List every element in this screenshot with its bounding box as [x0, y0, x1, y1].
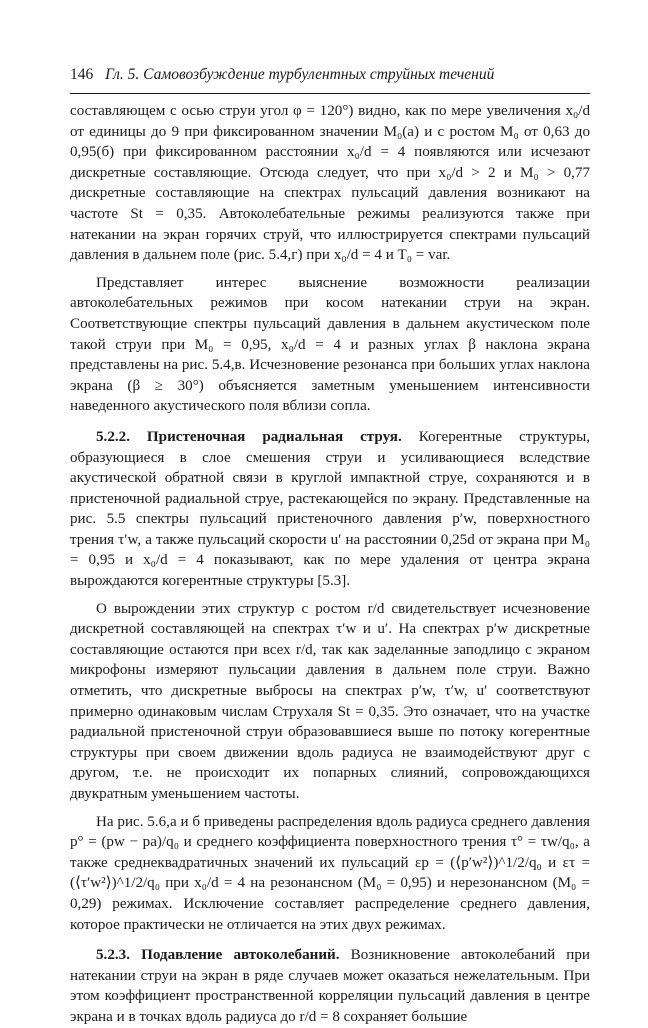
paragraph	[70, 812, 590, 936]
chapter-title: Гл. 5. Самовозбуждение турбулентных струйных течений	[105, 66, 495, 83]
paragraph-text: О вырождении этих структур с ростом r/d свидетельствует исчезновение дискретной составляющей на спектрах τ′w и u′. На спектрах p′w дискретные составляющие остаются при всех r/d, так как заделанные заподлицо с экраном микрофоны измеряют пульсации давления в дальнем поле струи. Важно отметить, что дискретные выбросы на спектрах p′w, τ′w, u′ соответствуют примерно одинаковым числам Струхаля St = 0,35. Это означает, что на участке радиальной пристеночной струи образовавшиеся выше по потоку когерентные структуры при своем движении вдоль радиуса не взаимодействуют друг с другом, т.е. не происходит их попарных слияний, сопровождающихся двукратным уменьшением частоты.	[70, 600, 590, 802]
running-header	[70, 64, 590, 86]
paragraph-text: составляющем с осью струи угол φ = 120°) видно, как по мере увеличения x₀/d от единицы до 9 при фиксированном значении M₀(а) и с ростом M₀ от 0,63 до 0,95(б) при фиксированном расстоянии x₀/d = 4 появляются или исчезают дискретные составляющие. Отсюда следует, что при x₀/d > 2 и M₀ > 0,77 дискретные составляющие на спектрах пульсаций давления возникают на частоте St = 0,35. Автоколебательные режимы реализуются также при натекании на экран горячих струй, что иллюстрируется спектрами пульсаций давления в дальнем поле (рис. 5.4,г) при x₀/d = 4 и T₀ = var.	[70, 103, 590, 264]
paragraph-text: Возникновение автоколебаний при натекании струи на экран в ряде случаев может оказаться нежелательным. При этом коэффициент пространственной корреляции пульсаций давления в центре экрана и в точках вдоль радиуса до r/d = 8 сохраняет большие	[70, 947, 590, 1025]
paragraph-text: Представляет интерес выяснение возможности реализации автоколебательных режимов при косом натекании струи на экран. Соответствующие спектры пульсаций давления в дальнем акустическом поле такой струи при M₀ = 0,95, x₀/d = 4 и разных углах β наклона экрана представлены на рис. 5.4,в. Исчезновение резонанса при больших углах наклона экрана (β ≥ 30°) объясняется заметным уменьшением интенсивности наведенного акустического поля вблизи сопла.	[70, 274, 590, 415]
page-number: 146	[70, 66, 94, 83]
paragraph-text: На рис. 5.6,а и б приведены распределения вдоль радиуса среднего давления p° = (pw − pa)/q₀ и среднего коэффициента поверхностного трения τ° = τw/q₀, а также среднеквадратичных значений их пульсаций εp = (⟨p′w²⟩)^1/2/q₀ и ετ = (⟨τ′w²⟩)^1/2/q₀ при x₀/d = 4 на резонансном (M₀ = 0,95) и нерезонансном (M₀ = 0,29) режимах. Исключение составляет распределение среднего давления, которое практически не отличается на этих двух режимах.	[70, 813, 590, 933]
header-rule	[70, 93, 590, 94]
section-paragraph	[70, 945, 590, 1027]
paragraph-text: Когерентные структуры, образующиеся в слое смешения струи и усиливающиеся вследствие акустической обратной связи в круглой импактной струе, сохраняются и в пристеночной радиальной струе, растекающейся по экрану. Представленные на рис. 5.5 спектры пульсаций пристеночного давления p′w, поверхностного трения τ′w, а также пульсаций скорости u′ на расстоянии 0,25d от экрана при M₀ = 0,95 и x₀/d = 4 показывают, как по мере удаления от центра экрана вырождаются когерентные структуры [5.3].	[70, 428, 590, 590]
body-text	[70, 101, 590, 1028]
paragraph	[70, 599, 590, 805]
paragraph	[70, 273, 590, 417]
section-heading: 5.2.3. Подавление автоколебаний.	[96, 947, 340, 964]
section-paragraph	[70, 427, 590, 592]
paragraph-continuation	[70, 101, 590, 266]
section-heading: 5.2.2. Пристеночная радиальная струя.	[96, 428, 402, 445]
